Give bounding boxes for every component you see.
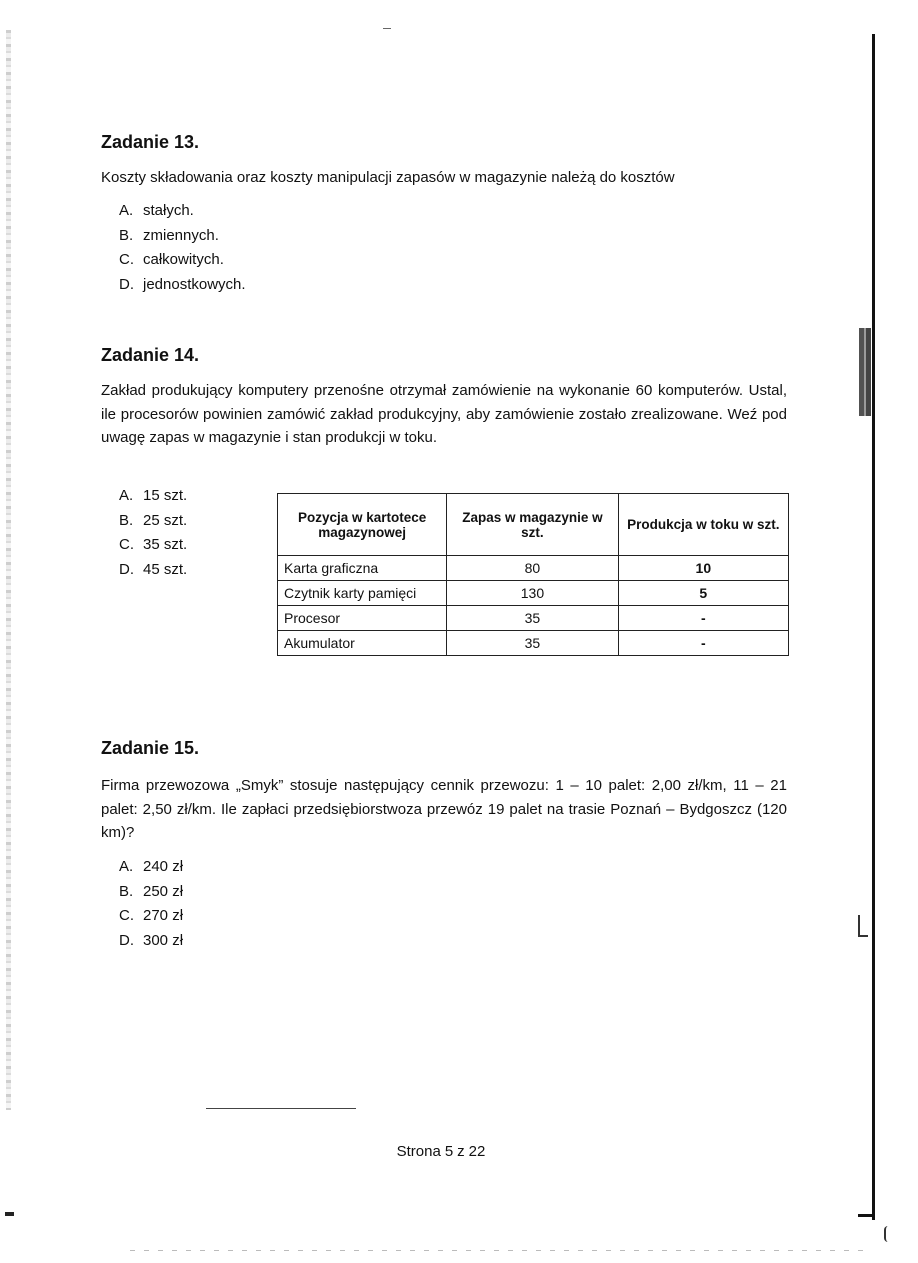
task-13-text: Koszty składowania oraz koszty manipulacji zapasów w magazynie należą do kosztów [101, 169, 675, 186]
answer-option [119, 224, 246, 249]
table-cell: - [618, 606, 788, 631]
answer-text: 45 szt. [143, 560, 188, 578]
table-header-position: Pozycja w kartotece magazynowej [278, 494, 447, 556]
page-separator: z [457, 1143, 465, 1160]
scan-edge-left [6, 30, 11, 1110]
scan-mark [858, 1214, 874, 1217]
answer-option [119, 248, 246, 273]
answer-letter: B. [119, 226, 134, 244]
task-13-answers [119, 199, 246, 297]
answer-option [119, 484, 187, 509]
scan-mark [383, 28, 391, 29]
table-cell: Czytnik karty pamięci [278, 581, 447, 606]
answer-option [119, 929, 183, 954]
answer-text: jednostkowych. [143, 275, 246, 293]
table-cell: - [618, 631, 788, 656]
task-14-text: Zakład produkujący komputery przenośne otrzymał zamówienie na wykonanie 60 komputerów. Ustal, ile procesorów powinien zamówić zakład produkcyjny, aby zamówienie zostało zrealizowane. Weź pod uwagę zapas w magazynie i stan produkcji w toku. [101, 382, 787, 446]
answer-text: 240 zł [143, 858, 184, 875]
answer-option [119, 855, 183, 880]
scan-mark [858, 915, 868, 937]
scan-mark [859, 328, 871, 416]
answer-option [119, 509, 187, 534]
task-14-heading: Zadanie 14. [101, 345, 200, 365]
answer-option [119, 273, 246, 298]
answer-letter: D. [119, 560, 134, 578]
task-15-heading: Zadanie 15. [101, 738, 200, 758]
answer-letter: D. [119, 275, 134, 293]
answer-letter: C. [119, 536, 134, 553]
table-row [278, 606, 789, 631]
answer-option [119, 533, 187, 558]
answer-letter: A. [119, 202, 134, 219]
table-cell: Procesor [278, 606, 447, 631]
answer-text: 15 szt. [143, 487, 188, 504]
footer-divider [206, 1108, 356, 1109]
table-cell: 130 [447, 581, 618, 606]
scan-edge-right [872, 34, 875, 1220]
answer-option [119, 904, 183, 929]
answer-text: 300 zł [143, 931, 184, 949]
table-cell: 35 [447, 631, 618, 656]
answer-letter: B. [119, 511, 134, 529]
table-row [278, 631, 789, 656]
answer-text: zmiennych. [143, 226, 219, 244]
task-13-heading: Zadanie 13. [101, 132, 200, 152]
answer-text: 35 szt. [143, 536, 188, 553]
table-cell: 35 [447, 606, 618, 631]
answer-text: 25 szt. [143, 511, 188, 529]
page-number [0, 1143, 882, 1160]
answer-letter: D. [119, 931, 134, 949]
table-row [278, 556, 789, 581]
answer-text: stałych. [143, 202, 194, 219]
table-row [278, 581, 789, 606]
answer-letter: B. [119, 882, 134, 900]
task-15-text: Firma przewozowa „Smyk” stosuje następujący cennik przewozu: 1 – 10 palet: 2,00 zł/km, 11 – 21 palet: 2,50 zł/km. Ile zapłaci przedsiębiorstwoza przewóz 19 palet na trasie Poznań – Bydgoszcz (120 km)? [101, 777, 787, 841]
scan-mark [130, 1250, 870, 1251]
table-header-row [278, 494, 789, 556]
scan-mark [884, 1226, 890, 1242]
inventory-table [277, 493, 789, 656]
page-current: 5 [444, 1143, 454, 1160]
answer-option [119, 558, 187, 583]
task-14-answers [119, 484, 187, 582]
answer-text: 250 zł [143, 882, 184, 900]
task-15-answers [119, 855, 183, 953]
answer-letter: A. [119, 487, 134, 504]
table-cell: Akumulator [278, 631, 447, 656]
answer-letter: C. [119, 251, 134, 268]
table-header-stock: Zapas w magazynie w szt. [447, 494, 618, 556]
table-cell: 5 [618, 581, 788, 606]
answer-letter: A. [119, 858, 134, 875]
table-cell: 10 [618, 556, 788, 581]
answer-option [119, 199, 246, 224]
table-cell: Karta graficzna [278, 556, 447, 581]
answer-text: całkowitych. [143, 251, 224, 268]
table-cell: 80 [447, 556, 618, 581]
page-total: 22 [468, 1143, 486, 1160]
answer-option [119, 880, 183, 905]
page-label: Strona [396, 1143, 441, 1160]
table-header-wip: Produkcja w toku w szt. [618, 494, 788, 556]
answer-text: 270 zł [143, 907, 184, 924]
answer-letter: C. [119, 907, 134, 924]
scan-mark [5, 1212, 14, 1216]
